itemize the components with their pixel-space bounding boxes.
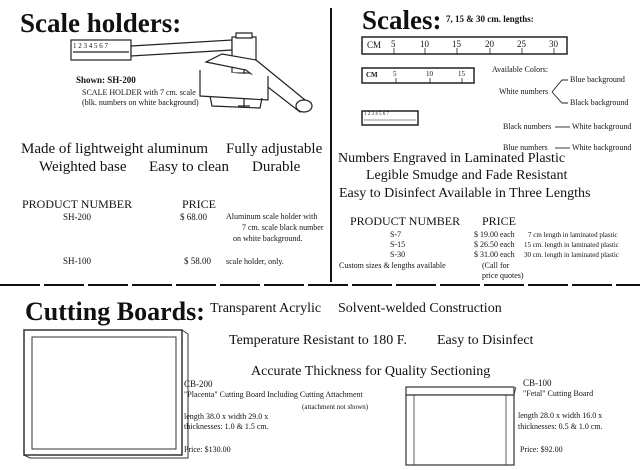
holder-row-desc: scale holder, only. (226, 257, 284, 266)
cutting-boards-title: Cutting Boards: (25, 297, 205, 326)
blue-numbers: Blue numbers (503, 143, 548, 152)
scales-title: Scales: (362, 5, 442, 35)
ruler7-digits: 1 2 3 4 5 6 7 (364, 112, 389, 117)
holder-ruler-digits: 1 2 3 4 5 6 7 (73, 42, 108, 50)
ruler30-label: 5 (391, 39, 396, 49)
scale-row-desc: 30 cm. length in laminated plastic (524, 251, 619, 259)
ruler15-label: 5 (393, 70, 397, 78)
scale-row-product: S-15 (390, 240, 406, 249)
scales-feature-2: Legible Smudge and Fade Resistant (366, 168, 568, 183)
cb100-size: length 28.0 x width 16.0 x (518, 411, 603, 420)
holder-col-price: PRICE (182, 197, 217, 211)
scale-row-price: $ 26.50 each (474, 240, 515, 249)
holder-row-price: $ 58.00 (184, 256, 211, 266)
cb-feature-solvent: Solvent-welded Construction (338, 301, 502, 316)
cb200-code: CB-200 (184, 379, 213, 389)
feature-easy-clean: Easy to clean (149, 159, 229, 175)
ruler15-label: 10 (426, 70, 433, 78)
holder-row-desc: Aluminum scale holder with (226, 212, 318, 221)
holder-row-price: $ 68.00 (180, 212, 207, 222)
black-background: Black background (570, 98, 629, 107)
custom-sizes: Custom sizes & lengths available (339, 261, 446, 270)
holder-caption-2: (blk. numbers on white background) (82, 98, 199, 107)
ruler30-label: CM (367, 40, 382, 50)
blue-background: Blue background (570, 75, 625, 84)
scale-row-price: $ 19.00 each (474, 230, 515, 239)
scales-feature-3: Easy to Disinfect Available in Three Lengths (339, 186, 591, 201)
cb200-note: (attachment not shown) (302, 403, 369, 411)
cb-feature-temperature: Temperature Resistant to 180 F. (229, 333, 407, 348)
scale-row-product: S-30 (390, 250, 406, 259)
holder-caption-1: SCALE HOLDER with 7 cm. scale (82, 88, 196, 97)
cb100-thickness: thicknesses: 0.5 & 1.0 cm. (518, 422, 603, 431)
cb200-price: Price: $130.00 (184, 445, 231, 454)
white-background: White background (572, 122, 632, 131)
ruler30-label: 15 (452, 39, 461, 49)
ruler30-label: 30 (549, 39, 558, 49)
white-background-2: White background (572, 143, 632, 152)
scale-holders-title: Scale holders: (20, 8, 182, 38)
shown-label: Shown: SH-200 (76, 75, 136, 85)
cutting-board-cb100 (406, 387, 516, 465)
cb-feature-accurate: Accurate Thickness for Quality Sectioning (251, 364, 491, 379)
ruler30-label: 20 (485, 39, 494, 49)
scales-col-product: PRODUCT NUMBER (350, 214, 461, 228)
call-for-quotes-1: (Call for (482, 261, 510, 270)
ruler30-label: 10 (420, 39, 429, 49)
holder-row-product: SH-100 (63, 256, 92, 266)
feature-adjustable: Fully adjustable (226, 141, 323, 157)
feature-weighted: Weighted base (39, 159, 127, 175)
cutting-board-cb200 (24, 330, 188, 458)
black-numbers: Black numbers (503, 122, 552, 131)
scale-row-desc: 7 cm length in laminated plastic (528, 231, 618, 239)
feature-durable: Durable (252, 159, 301, 175)
call-for-quotes-2: price quotes) (482, 271, 524, 280)
scale-row-product: S-7 (390, 230, 402, 239)
cb100-name: "Fetal" Cutting Board (523, 389, 594, 398)
cb100-code: CB-100 (523, 378, 552, 388)
ruler15-label: 15 (458, 70, 465, 78)
ruler30-label: 25 (517, 39, 526, 49)
holder-row-product: SH-200 (63, 212, 92, 222)
scales-col-price: PRICE (482, 214, 517, 228)
scale-row-price: $ 31.00 each (474, 250, 515, 259)
available-colors: Available Colors: (492, 65, 549, 74)
holder-row-desc: on white background. (233, 234, 303, 243)
cb100-price: Price: $92.00 (520, 445, 563, 454)
cb-feature-disinfect: Easy to Disinfect (437, 333, 534, 348)
holder-row-desc: 7 cm. scale black number (242, 223, 324, 232)
color-connectors (552, 80, 570, 148)
cb-feature-acrylic: Transparent Acrylic (210, 301, 322, 316)
cb200-name: "Placenta" Cutting Board Including Cutting Attachment (184, 390, 363, 399)
scale-row-desc: 15 cm. length in laminated plastic (524, 241, 619, 249)
scales-feature-1: Numbers Engraved in Laminated Plastic (338, 151, 566, 166)
ruler15-label: CM (366, 71, 378, 79)
white-numbers: White numbers (499, 87, 549, 96)
feature-lightweight: Made of lightweight aluminum (21, 141, 209, 157)
cb200-size: length 38.0 x width 29.0 x (184, 412, 269, 421)
cb200-thickness: thicknesses: 1.0 & 1.5 cm. (184, 422, 269, 431)
holder-col-product: PRODUCT NUMBER (22, 197, 133, 211)
scale-lengths: 7, 15 & 30 cm. lengths: (446, 14, 534, 24)
